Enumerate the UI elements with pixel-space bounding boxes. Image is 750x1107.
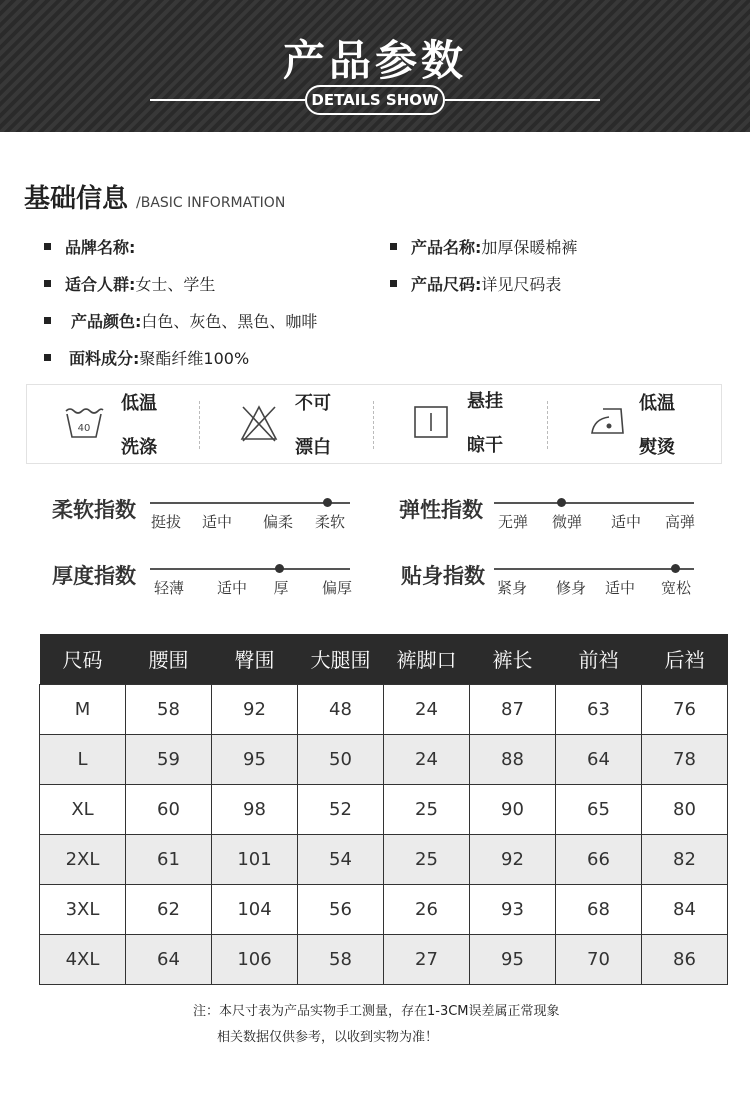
reference-note: 相关数据仅供参考，以收到实物为准！ <box>217 1030 439 1045</box>
fit-index-label: 紧身 <box>496 579 528 597</box>
info-value: 详见尺码表 <box>481 275 562 294</box>
table-cell: XL <box>40 784 126 834</box>
info-value: 聚酯纤维100% <box>139 349 250 368</box>
header-cell: 后裆 <box>642 634 728 684</box>
header-cell: 前裆 <box>556 634 642 684</box>
table-cell: 4XL <box>40 934 126 984</box>
table-cell: 87 <box>470 684 556 734</box>
header-cell: 大腿围 <box>298 634 384 684</box>
bullet-icon <box>44 243 51 250</box>
header-banner <box>0 0 750 132</box>
elasticity-index-label: 适中 <box>610 513 642 531</box>
softness-index-label: 柔软 <box>314 513 346 531</box>
bullet-icon <box>390 243 397 250</box>
thickness-index-scale <box>150 568 350 570</box>
info-value: 白色、灰色、黑色、咖啡 <box>141 312 318 331</box>
info-label: 面料成分: <box>69 349 140 368</box>
table-cell: 76 <box>642 684 728 734</box>
table-cell: 98 <box>212 784 298 834</box>
banner-subtitle: DETAILS SHOW <box>311 91 439 109</box>
table-cell: 56 <box>298 884 384 934</box>
care-text-bottom: 漂白 <box>295 437 331 458</box>
fit-index-marker <box>671 564 680 573</box>
info-label: 产品颜色: <box>71 312 142 331</box>
iron-low-icon <box>589 405 629 437</box>
banner-title: 产品参数 <box>282 36 467 85</box>
table-cell: 24 <box>384 734 470 784</box>
fit-index-label: 适中 <box>604 579 636 597</box>
table-cell: 25 <box>384 784 470 834</box>
table-cell: 101 <box>212 834 298 884</box>
info-audience <box>44 272 215 295</box>
care-divider <box>547 401 548 449</box>
table-cell: 62 <box>126 884 212 934</box>
basic-info-subtitle: /BASIC INFORMATION <box>136 195 286 211</box>
care-divider <box>199 401 200 449</box>
measurement-note: 注：本尺寸表为产品实物手工测量，存在1-3CM误差属正常现象 <box>193 1004 560 1019</box>
table-cell: 65 <box>556 784 642 834</box>
bullet-icon <box>390 280 397 287</box>
basic-info-title: 基础信息 <box>24 184 129 214</box>
elasticity-index-label: 高弹 <box>664 513 696 531</box>
header-cell: 裤脚口 <box>384 634 470 684</box>
softness-index-title: 柔软指数 <box>52 498 136 522</box>
elasticity-index-marker <box>557 498 566 507</box>
table-cell: 58 <box>298 934 384 984</box>
table-cell: 64 <box>126 934 212 984</box>
table-cell: 68 <box>556 884 642 934</box>
info-colors <box>44 309 317 332</box>
table-cell: M <box>40 684 126 734</box>
bullet-icon <box>44 317 51 324</box>
table-cell: 24 <box>384 684 470 734</box>
table-cell: 90 <box>470 784 556 834</box>
table-cell: 95 <box>212 734 298 784</box>
thickness-index-title: 厚度指数 <box>52 564 136 588</box>
no-bleach-icon <box>239 403 279 443</box>
thickness-index-label: 偏厚 <box>321 579 353 597</box>
info-label: 适合人群: <box>65 275 136 294</box>
table-cell: 84 <box>642 884 728 934</box>
softness-index-marker <box>323 498 332 507</box>
table-cell: 82 <box>642 834 728 884</box>
fit-index-label: 宽松 <box>660 579 692 597</box>
thickness-index-label: 轻薄 <box>153 579 185 597</box>
elasticity-index-label: 微弹 <box>551 513 583 531</box>
care-text-top: 不可 <box>295 393 331 414</box>
info-product-name <box>390 235 577 258</box>
table-cell: 3XL <box>40 884 126 934</box>
banner-divider-left <box>150 99 305 101</box>
care-text-bottom: 熨烫 <box>639 437 675 458</box>
table-cell: 59 <box>126 734 212 784</box>
fit-index-title: 贴身指数 <box>401 564 485 588</box>
table-cell: 48 <box>298 684 384 734</box>
fit-index-label: 修身 <box>555 579 587 597</box>
svg-text:40: 40 <box>77 423 91 434</box>
elasticity-index-label: 无弹 <box>497 513 529 531</box>
elasticity-index-title: 弹性指数 <box>399 498 483 522</box>
table-cell: 106 <box>212 934 298 984</box>
table-cell: 95 <box>470 934 556 984</box>
wash-40-icon <box>63 405 105 441</box>
care-text-bottom: 晾干 <box>467 435 503 456</box>
info-label: 品牌名称: <box>65 238 136 257</box>
info-label: 产品名称: <box>411 238 482 257</box>
basic-info-heading <box>24 178 285 214</box>
table-cell: L <box>40 734 126 784</box>
table-cell: 93 <box>470 884 556 934</box>
table-cell: 25 <box>384 834 470 884</box>
table-cell: 58 <box>126 684 212 734</box>
softness-index-label: 偏柔 <box>262 513 294 531</box>
table-cell: 92 <box>470 834 556 884</box>
thickness-index-label: 厚 <box>273 579 289 597</box>
table-cell: 52 <box>298 784 384 834</box>
care-text-top: 低温 <box>121 393 157 414</box>
table-cell: 88 <box>470 734 556 784</box>
info-size <box>390 272 561 295</box>
bullet-icon <box>44 280 51 287</box>
care-text-bottom: 洗涤 <box>121 437 157 458</box>
elasticity-index-scale <box>494 502 694 504</box>
table-cell: 70 <box>556 934 642 984</box>
header-cell: 腰围 <box>126 634 212 684</box>
care-instructions <box>26 384 722 464</box>
table-row <box>40 834 728 884</box>
table-cell: 50 <box>298 734 384 784</box>
info-label: 产品尺码: <box>411 275 482 294</box>
table-cell: 66 <box>556 834 642 884</box>
info-fabric <box>44 346 249 369</box>
table-row <box>40 684 728 734</box>
table-cell: 92 <box>212 684 298 734</box>
softness-index-scale <box>150 502 350 504</box>
care-divider <box>373 401 374 449</box>
table-cell: 104 <box>212 884 298 934</box>
table-cell: 63 <box>556 684 642 734</box>
table-cell: 26 <box>384 884 470 934</box>
table-cell: 2XL <box>40 834 126 884</box>
care-text-top: 低温 <box>639 393 675 414</box>
softness-index-label: 适中 <box>201 513 233 531</box>
size-table-header <box>40 634 728 684</box>
table-cell: 78 <box>642 734 728 784</box>
care-text-top: 悬挂 <box>467 391 503 412</box>
info-brand <box>44 235 135 258</box>
table-row <box>40 884 728 934</box>
thickness-index-marker <box>275 564 284 573</box>
table-cell: 60 <box>126 784 212 834</box>
table-row <box>40 784 728 834</box>
banner-divider-right <box>445 99 600 101</box>
header-cell: 裤长 <box>470 634 556 684</box>
table-cell: 61 <box>126 834 212 884</box>
table-cell: 64 <box>556 734 642 784</box>
info-value: 加厚保暖棉裤 <box>481 238 578 257</box>
bullet-icon <box>44 354 51 361</box>
header-cell: 尺码 <box>40 634 126 684</box>
info-value: 女士、学生 <box>135 275 216 294</box>
size-table <box>39 634 728 985</box>
table-row <box>40 934 728 984</box>
thickness-index-label: 适中 <box>216 579 248 597</box>
fit-index-scale <box>494 568 694 570</box>
softness-index-label: 挺拔 <box>150 513 182 531</box>
table-cell: 80 <box>642 784 728 834</box>
table-cell: 86 <box>642 934 728 984</box>
table-cell: 27 <box>384 934 470 984</box>
header-cell: 臀围 <box>212 634 298 684</box>
table-row <box>40 734 728 784</box>
hang-dry-icon <box>413 405 449 439</box>
table-cell: 54 <box>298 834 384 884</box>
